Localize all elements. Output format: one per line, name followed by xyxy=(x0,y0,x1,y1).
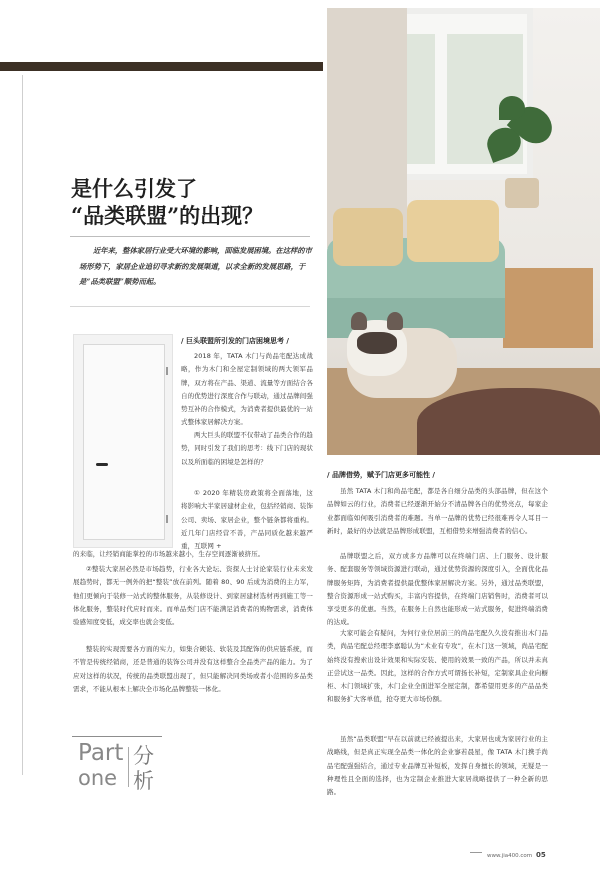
section1-paragraph-3b: 的来临，让经销商能掌控的市场越来越小，生存空间逐渐被挤压。 xyxy=(73,550,265,558)
footer-url: www.jia400.com xyxy=(487,853,533,859)
margin-line xyxy=(22,75,23,775)
page-number: 05 xyxy=(536,851,546,859)
section1-paragraph-2: 两大巨头的联盟不仅带动了品类合作的趋势，同时引发了我们的思考：线下门店的现状以及所面临的困境是怎样的？ xyxy=(181,431,313,466)
intro-paragraph: 近年来，整体家居行业受大环境的影响，面临发展困境。在这样的市场形势下，家居企业追切寻求新的发展渠道，以求全新的发展思路，于是“品类联盟”顺势而起。 xyxy=(79,246,312,286)
section1-paragraph-5: 整装的实现需要各方面的实力，如集合硬装、软装及其配饰的供应链系统，而不管是传统经销商，还是普通的装饰公司并没有这样整合全品类产品的能力。为了应对这样的状况，传统的品类联盟出现了，但只能解决同类场或者小范围的多品类需求，不能从根本上解决全市场化品牌整装一体化。 xyxy=(73,645,313,693)
part-one-label xyxy=(72,736,162,793)
part-cn-2: 析 xyxy=(133,769,154,793)
section1-paragraph-4: ②整装大家居必然是市场趋势，行业各大论坛、资探人士讨论家装行业未来发展趋势时，都无一例外的把“整装”放在前列。随着 80、90 后成为消费的主力军，他们更倾向于装修一站式的整体服务，从装修设计、到家居建材选材再到施工等一体化服务，整装时代应时而来。而单品类门店不能满足消费者的购物需求，消费体验感知度变低，成交率也就会变低。 xyxy=(73,565,313,627)
header-bar xyxy=(0,62,323,71)
section2-paragraph-3: 大家可能会有疑问，为何行业位居前三的尚品宅配久久没有推出木门品类，尚品宅配总经理李嘉聪认为“术业有专攻”，在木门这一领域，尚品宅配始终没有搜索出设计效果和实际安装、使用的效果一致的产品，所以并未真正尝试这一品类。因此，这样的合作方式可谓扬长补短，定制家具企业向橱柜、木门领域扩张，木门企业全面进军全屋定制，都希望用更多的产品品类和服务扩大客单值，抢夺更大市场份额。 xyxy=(327,629,548,704)
section1-paragraph-1: 2018 年，TATA 木门与尚品宅配达成战略，作为木门和全屋定制领域的两大领军品牌，双方将在产品、渠道、流量等方面结合各自的优势进行深度合作与联动，通过品牌间强势互补的合作模式，为消费者提供最优的一站式整体家居解决方案。 xyxy=(181,352,313,427)
living-room-photo xyxy=(327,8,600,455)
door-handle-icon xyxy=(96,463,108,466)
part-label: Part xyxy=(78,740,124,766)
section1-heading: / 巨头联盟所引发的门店困境思考 / xyxy=(181,337,289,345)
section2-paragraph-4: 虽然“品类联盟”早在以前就已经被提出来，大家居也成为家居行业的主战略线，但是真正实现全品类一体化的企业寥若晨星，像 TATA 木门携手尚品宅配强强结合，通过专业品牌互补短板，发挥自身擅长的领域，无疑是一种理性且全面的选择，也为定制企业推进大家居战略提供了一种全新的思路。 xyxy=(327,735,548,797)
door-photo xyxy=(73,334,173,548)
section2-paragraph-2: 品牌联盟之后，双方或多方品牌可以在终端门店、上门服务、设计服务、配套服务等领域资源进行联动，通过优势资源的深度引入，全面优化品牌服务矩阵，为消费者提供最优整体家居解决方案。另外，通过品类联盟，整合资源形成一站式购买，丰富内容提供，在终端门店销售时，消费者可以享受更多的优惠。当然，在服务上自然也能形成一站式服务，促进终端消费的达成。 xyxy=(327,552,548,627)
footer-rule xyxy=(470,852,482,853)
part-cn-1: 分 xyxy=(133,744,154,768)
dog-illustration xyxy=(347,320,407,376)
title-line-1: 是什么引发了 xyxy=(71,176,197,201)
section2-paragraph-1: 虽然 TATA 木门和尚品宅配，都是各自细分品类的头部品牌，但在这个品牌如云的行业，消费者已经逐渐开始分不清品牌各自的优势亮点，每家企业都面临如何吸引消费者的难题。当单一品牌的优势已经很难再令人耳目一新时，最好的办法就是品牌形成联盟，互相借势来增强消费者的信心。 xyxy=(327,487,548,535)
intro-bottom-rule xyxy=(70,306,310,307)
section1-paragraph-3a: ① 2020 年精装房政策将全面落地，这将影响大半家居建材企业，包括经销商、装饰公司、卖场、家居企业，整个链条都将重构。近几年门店经营不善，产品同质化越来越严重，互联网 + xyxy=(181,489,313,551)
title-line-2: “品类联盟”的出现？ xyxy=(71,203,264,228)
page-title xyxy=(71,175,263,229)
intro-top-rule xyxy=(70,236,310,237)
section2-heading: / 品牌借势，赋予门店更多可能性 / xyxy=(327,471,435,479)
one-label: one xyxy=(78,766,118,790)
